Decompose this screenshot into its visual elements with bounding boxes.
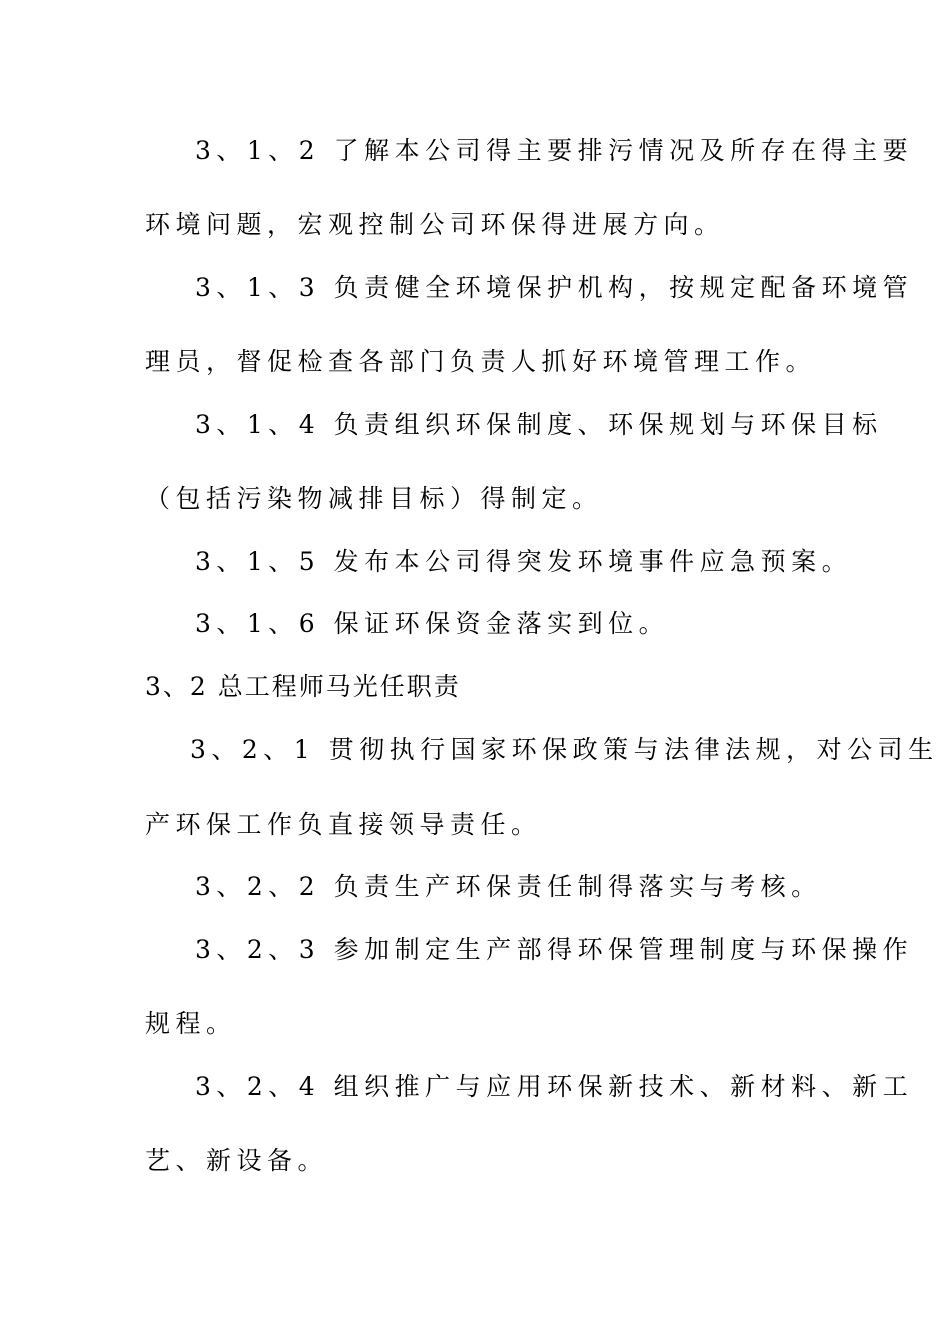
paragraph-3-1-2-line-2: 环境问题，宏观控制公司环保得进展方向。 (145, 210, 725, 239)
paragraph-3-2-1-line-2: 产环保工作负直接领导责任。 (145, 810, 542, 839)
paragraph-3-2-2: 3、2、2 负责生产环保责任制得落实与考核。 (195, 872, 822, 901)
paragraph-3-1-2-line-1: 3、1、2 了解本公司得主要排污情况及所存在得主要 (195, 136, 914, 165)
paragraph-3-2-3-line-1: 3、2、3 参加制定生产部得环保管理制度与环保操作 (195, 935, 914, 964)
paragraph-3-1-4-line-1: 3、1、4 负责组织环保制度、环保规划与环保目标 (195, 410, 883, 439)
paragraph-3-1-3-line-1: 3、1、3 负责健全环境保护机构，按规定配备环境管 (195, 273, 914, 302)
paragraph-3-2-4-line-1: 3、2、4 组织推广与应用环保新技术、新材料、新工 (195, 1072, 914, 1101)
paragraph-3-1-5: 3、1、5 发布本公司得突发环境事件应急预案。 (195, 547, 853, 576)
paragraph-3-2-4-line-2: 艺、新设备。 (145, 1146, 329, 1175)
paragraph-3-2-3-line-2: 规程。 (145, 1009, 237, 1038)
paragraph-3-1-3-line-2: 理员，督促检查各部门负责人抓好环境管理工作。 (145, 347, 817, 376)
paragraph-3-1-4-line-2: （包括污染物减排目标）得制定。 (145, 484, 603, 513)
section-heading-3-2: 3、2 总工程师马光任职责 (145, 672, 461, 701)
paragraph-3-2-1-line-1: 3、2、1 贯彻执行国家环保政策与法律法规，对公司生 (190, 735, 939, 764)
paragraph-3-1-6: 3、1、6 保证环保资金落实到位。 (195, 609, 670, 638)
